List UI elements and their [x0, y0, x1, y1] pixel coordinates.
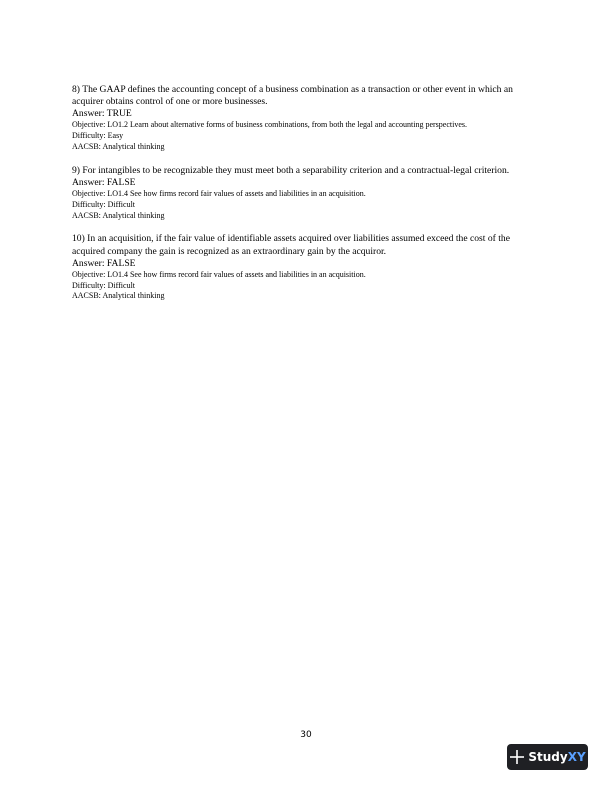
answer-line: Answer: FALSE [72, 177, 136, 188]
page-number: 30 [300, 730, 312, 740]
answer-line: Answer: TRUE [72, 108, 132, 120]
brand-name-accent: XY [567, 750, 586, 764]
aacsb-line: AACSB: Analytical thinking [72, 142, 165, 151]
plus-icon [509, 749, 525, 765]
aacsb-line: AACSB: Analytical thinking [72, 291, 165, 301]
aacsb-line: AACSB: Analytical thinking [72, 210, 165, 220]
answer-line: Answer: FALSE [72, 257, 136, 269]
difficulty-line: Difficulty: Difficult [72, 199, 136, 209]
difficulty-line: Difficulty: Difficult [72, 280, 136, 290]
objective-line: Objective: LO1.4 See how firms record fair values of assets and liabilities in an acquisition. [72, 189, 366, 198]
question-text: 10) In an acquisition, if the fair value of identifiable assets acquired over liabilities assumed exceed the cost of the acquired company the gain is recognized as an extraordinary gain by the acquiror. [72, 233, 510, 257]
studyxy-logo-badge[interactable] [507, 744, 588, 770]
question-text: 8) The GAAP defines the accounting concept of a business combination as a transaction or other event in which an acquirer obtains control of one or more businesses. [72, 84, 513, 108]
objective-line: Objective: LO1.4 See how firms record fair values of assets and liabilities in an acquisition. [72, 269, 366, 279]
difficulty-line: Difficulty: Easy [72, 131, 124, 141]
objective-line: Objective: LO1.2 Learn about alternative forms of business combinations, from both the legal and accounting perspectives. [72, 120, 467, 130]
brand-name [528, 750, 585, 764]
brand-name-main: Study [528, 750, 568, 764]
question-8 [72, 84, 544, 153]
question-text: 9) For intangibles to be recognizable they must meet both a separability criterion and a contractual-legal criterion. [72, 164, 510, 176]
question-10 [72, 233, 544, 302]
question-9 [72, 165, 544, 222]
question-list [72, 84, 544, 314]
